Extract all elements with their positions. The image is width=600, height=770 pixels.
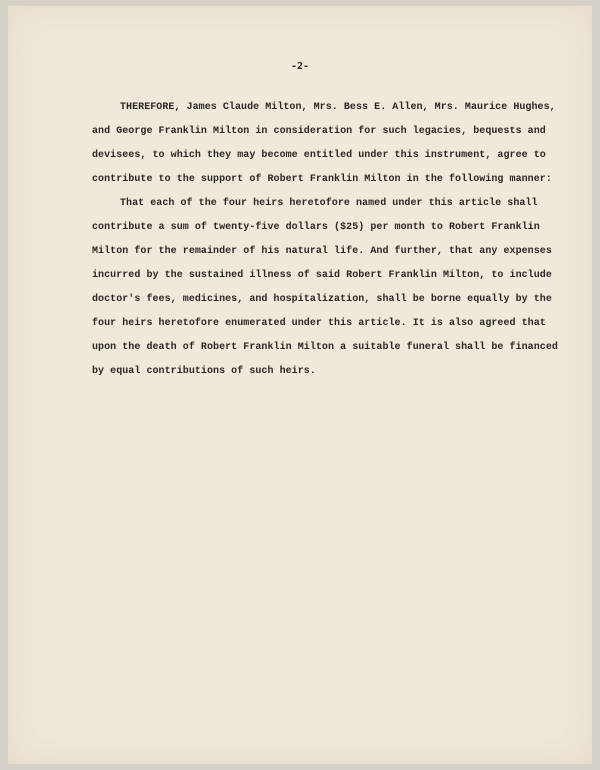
text-line: contribute to the support of Robert Franklin Milton in the following manner: xyxy=(92,174,552,185)
text-line: four heirs heretofore enumerated under this article. It is also agreed that xyxy=(92,318,546,329)
text-line: and George Franklin Milton in consideration for such legacies, bequests and xyxy=(92,126,546,137)
text-line: doctor's fees, medicines, and hospitalization, shall be borne equally by the xyxy=(92,294,552,305)
text-line: contribute a sum of twenty-five dollars ($25) per month to Robert Franklin xyxy=(92,222,540,233)
text-line: by equal contributions of such heirs. xyxy=(92,366,316,377)
text-line: devisees, to which they may become entitled under this instrument, agree to xyxy=(92,150,546,161)
text-line: That each of the four heirs heretofore named under this article shall xyxy=(120,198,538,209)
page-number: -2- xyxy=(290,61,310,72)
text-line: upon the death of Robert Franklin Milton a suitable funeral shall be financed xyxy=(92,342,558,353)
text-line: incurred by the sustained illness of said Robert Franklin Milton, to include xyxy=(92,270,552,281)
text-line: Milton for the remainder of his natural life. And further, that any expenses xyxy=(92,246,552,257)
document-page xyxy=(8,6,592,764)
text-line: THEREFORE, James Claude Milton, Mrs. Bess E. Allen, Mrs. Maurice Hughes, xyxy=(120,102,556,113)
